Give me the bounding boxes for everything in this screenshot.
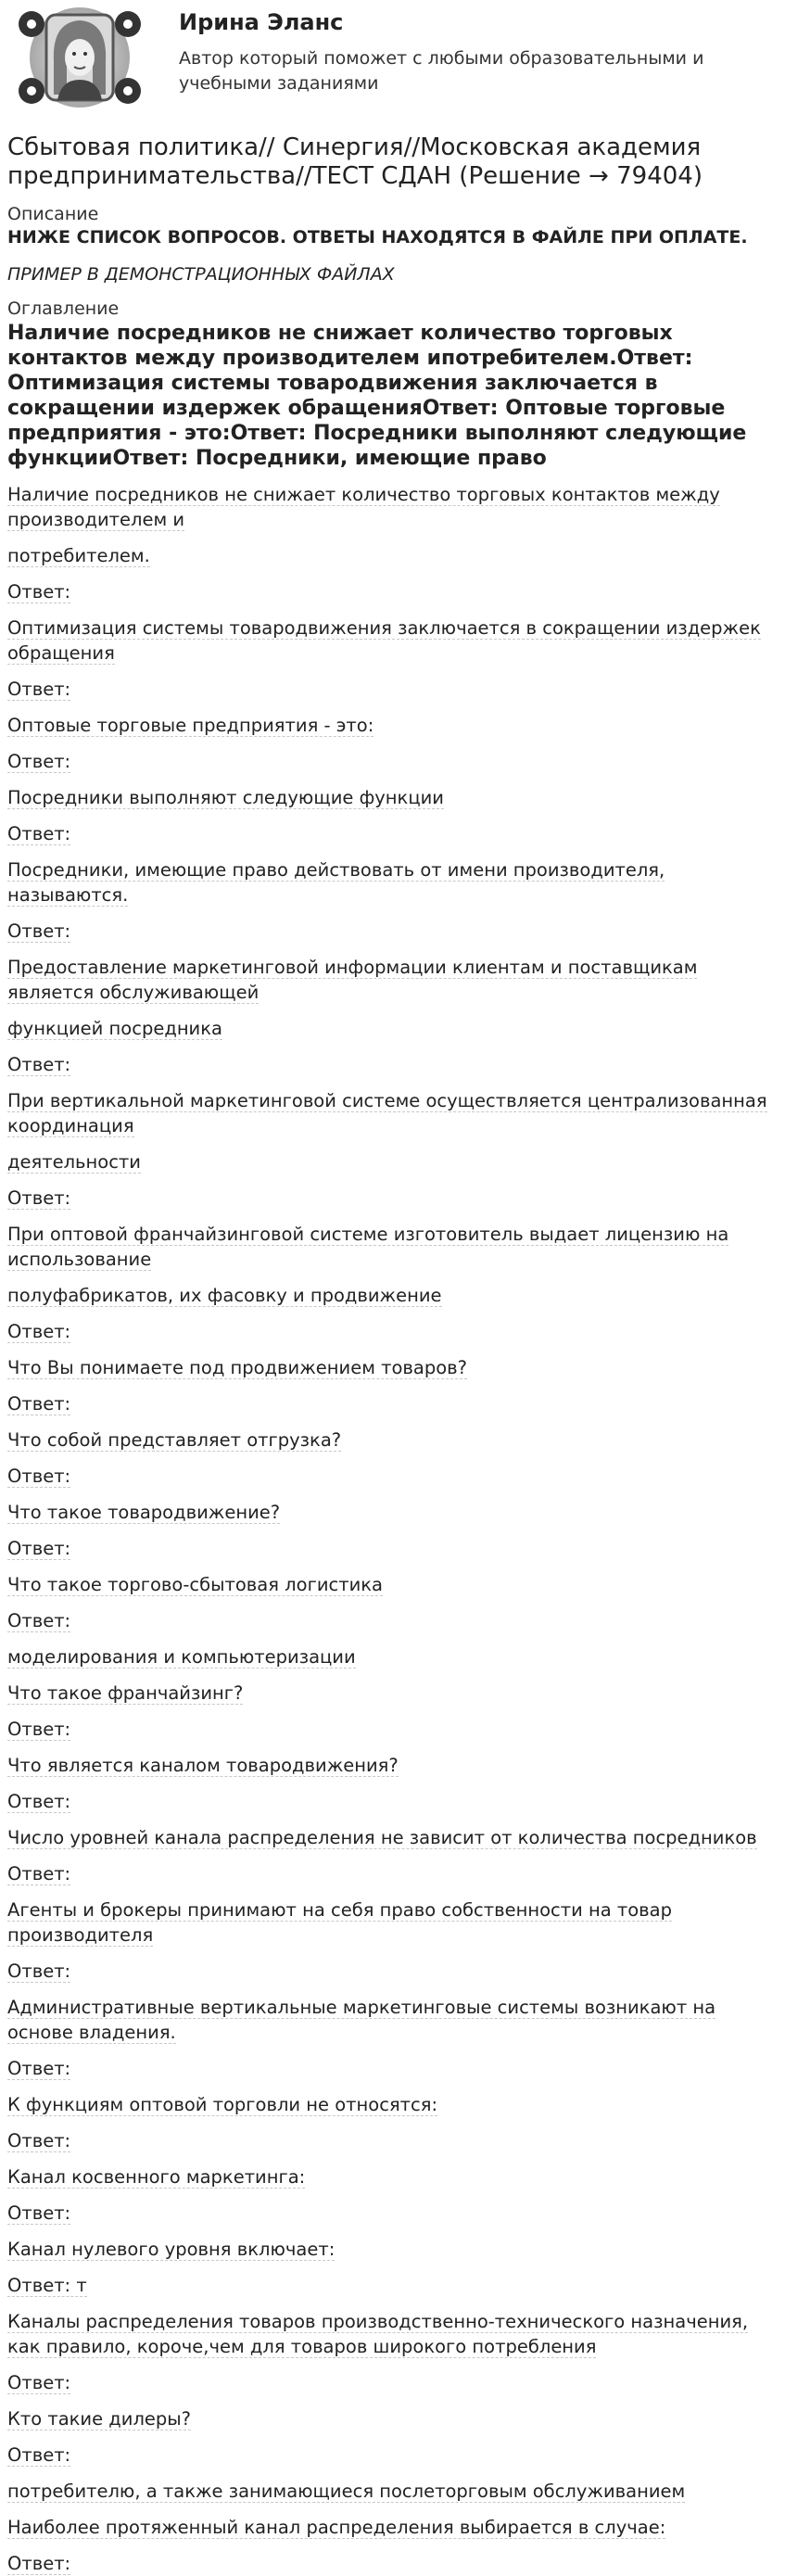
avatar-photo-icon[interactable] — [15, 6, 145, 109]
list-item — [7, 1088, 778, 1138]
toc-text: Наличие посредников не снижает количество торговых контактов между производителем ипотребителем.Ответ: Оптимизация системы товародвижения заключается в сокращении издержек обращенияОтвет: Оптовые торговые предприятия - это:Ответ: Посредники выполняют следующие функцииОтвет: Посредники, имеющие право — [7, 322, 747, 470]
list-item-text: Ответ: — [7, 823, 71, 844]
list-item-text: Посредники выполняют следующие функции — [7, 787, 444, 808]
list-item — [7, 1283, 778, 1308]
list-item — [7, 1608, 778, 1633]
list-item-text: моделирования и компьютеризации — [7, 1646, 356, 1668]
list-item — [7, 1753, 778, 1778]
list-item-text: Наличие посредников не снижает количество торговых контактов между производителем и — [7, 484, 720, 530]
list-item-text: Ответ: — [7, 1054, 71, 1075]
list-item — [7, 1222, 778, 1272]
list-item-text: Что является каналом товародвижения? — [7, 1755, 399, 1776]
list-item — [7, 1717, 778, 1742]
list-item-text: Ответ: — [7, 1961, 71, 1982]
list-item-text: Что Вы понимаете под продвижением товаров? — [7, 1357, 467, 1378]
example-note: ПРИМЕР В ДЕМОНСТРАЦИОННЫХ ФАЙЛАХ — [7, 264, 395, 285]
list-item-text: Ответ: — [7, 1538, 71, 1559]
list-item-text: Ответ: — [7, 2372, 71, 2393]
list-item — [7, 821, 778, 846]
list-item-text: Административные вертикальные маркетинговые системы возникают на основе владения. — [7, 1997, 716, 2043]
list-item — [7, 1186, 778, 1211]
list-item — [7, 1149, 778, 1174]
page-title: Сбытовая политика// Синергия//Московская академия предпринимательства//ТЕСТ СДАН (Решение → 79404) — [7, 133, 703, 190]
list-item-text: потребителю, а также занимающиеся послеторговым обслуживанием — [7, 2481, 686, 2502]
list-item — [7, 2128, 778, 2153]
list-item — [7, 2406, 778, 2431]
list-item-text: Что такое торгово-сбытовая логистика — [7, 1574, 383, 1595]
list-item — [7, 955, 778, 1005]
list-item — [7, 1861, 778, 1886]
list-item — [7, 677, 778, 702]
list-item — [7, 1825, 778, 1850]
list-item — [7, 2370, 778, 2395]
question-list — [7, 482, 778, 2576]
list-item-text: К функциям оптовой торговли не относятся: — [7, 2094, 438, 2115]
list-item-text: Канал нулевого уровня включает: — [7, 2239, 336, 2260]
list-item — [7, 579, 778, 604]
list-item-text: Оптимизация системы товародвижения заключается в сокращении издержек обращения — [7, 617, 761, 664]
list-item — [7, 482, 778, 532]
list-item-text: Что такое франчайзинг? — [7, 1682, 244, 1704]
list-item-text: Ответ: — [7, 2444, 71, 2466]
list-item-text: Ответ: — [7, 679, 71, 700]
list-item-text: Наиболее протяженный канал распределения выбирается в случае: — [7, 2517, 666, 2538]
list-item — [7, 2273, 778, 2298]
list-item-text: Посредники, имеющие право действовать от имени производителя, называются. — [7, 859, 665, 906]
list-item — [7, 2201, 778, 2226]
list-item-text: При оптовой франчайзинговой системе изготовитель выдает лицензию на использование — [7, 1224, 729, 1270]
list-item-text: При вертикальной маркетинговой системе осуществляется централизованная координация — [7, 1090, 767, 1136]
list-item — [7, 1897, 778, 1948]
list-item — [7, 785, 778, 810]
list-item-text: деятельности — [7, 1151, 141, 1173]
list-item-text: Предоставление маркетинговой информации клиентам и поставщикам является обслуживающей — [7, 957, 698, 1003]
list-item — [7, 2237, 778, 2262]
list-item-text: Ответ: — [7, 2553, 71, 2574]
list-item-text: функцией посредника — [7, 1018, 222, 1039]
list-item — [7, 2164, 778, 2189]
list-item — [7, 615, 778, 666]
list-item-text: Что такое товародвижение? — [7, 1502, 281, 1523]
list-item-text: Ответ: — [7, 1187, 71, 1209]
list-item-text: Агенты и брокеры принимают на себя право собственности на товар производителя — [7, 1899, 672, 1946]
list-item-text: Ответ: — [7, 1321, 71, 1342]
list-item — [7, 713, 778, 738]
list-item-text: Что собой представляет отгрузка? — [7, 1429, 342, 1451]
list-item-text: Ответ: — [7, 1791, 71, 1812]
list-item-text: Ответ: — [7, 2058, 71, 2079]
list-item — [7, 1681, 778, 1706]
description-label: Описание — [7, 204, 99, 224]
description-text: НИЖЕ СПИСОК ВОПРОСОВ. ОТВЕТЫ НАХОДЯТСЯ В ФАЙЛЕ ПРИ ОПЛАТЕ. — [7, 227, 748, 247]
list-item-text: Ответ: — [7, 920, 71, 942]
toc-label: Оглавление — [7, 298, 120, 319]
list-item-text: Каналы распределения товаров производственно-технического назначения, как правило, короче,чем для товаров широкого потребления — [7, 2311, 749, 2357]
list-item-text: Ответ: — [7, 751, 71, 772]
list-item — [7, 543, 778, 568]
list-item — [7, 2056, 778, 2081]
list-item-text: Ответ: — [7, 2130, 71, 2151]
list-item-text: Ответ: — [7, 1466, 71, 1487]
list-item — [7, 1644, 778, 1669]
list-item — [7, 1536, 778, 1561]
list-item — [7, 1428, 778, 1453]
author-name[interactable]: Ирина Эланс — [179, 9, 344, 35]
list-item — [7, 1355, 778, 1380]
list-item-text: полуфабрикатов, их фасовку и продвижение — [7, 1285, 442, 1306]
list-item — [7, 2443, 778, 2468]
author-description: Автор который поможет с любыми образовательными и учебными заданиями — [179, 48, 704, 94]
author-block — [7, 0, 778, 111]
list-item-text: Число уровней канала распределения не зависит от количества посредников — [7, 1827, 757, 1848]
list-item-text: Ответ: — [7, 581, 71, 603]
list-item — [7, 2479, 778, 2504]
list-item — [7, 1052, 778, 1077]
list-item-text: Ответ: — [7, 1863, 71, 1884]
list-item — [7, 1500, 778, 1525]
list-item — [7, 1464, 778, 1489]
list-item — [7, 2092, 778, 2117]
list-item — [7, 749, 778, 774]
list-item — [7, 2551, 778, 2576]
list-item — [7, 1789, 778, 1814]
list-item — [7, 2309, 778, 2359]
list-item-text: Кто такие дилеры? — [7, 2408, 192, 2430]
list-item — [7, 1391, 778, 1416]
list-item-text: Ответ: — [7, 1719, 71, 1740]
list-item-text: Оптовые торговые предприятия - это: — [7, 715, 374, 736]
list-item-text: Ответ: — [7, 2202, 71, 2224]
list-item — [7, 1995, 778, 2045]
list-item-text: Ответ: — [7, 1393, 71, 1415]
list-item — [7, 1572, 778, 1597]
list-item — [7, 1016, 778, 1041]
list-item — [7, 2515, 778, 2540]
list-item-text: Ответ: — [7, 1610, 71, 1631]
list-item — [7, 1319, 778, 1344]
list-item-text: потребителем. — [7, 545, 150, 566]
list-item — [7, 857, 778, 907]
list-item — [7, 919, 778, 944]
list-item — [7, 1959, 778, 1984]
list-item-text: Ответ: т — [7, 2275, 87, 2296]
list-item-text: Канал косвенного маркетинга: — [7, 2166, 306, 2188]
